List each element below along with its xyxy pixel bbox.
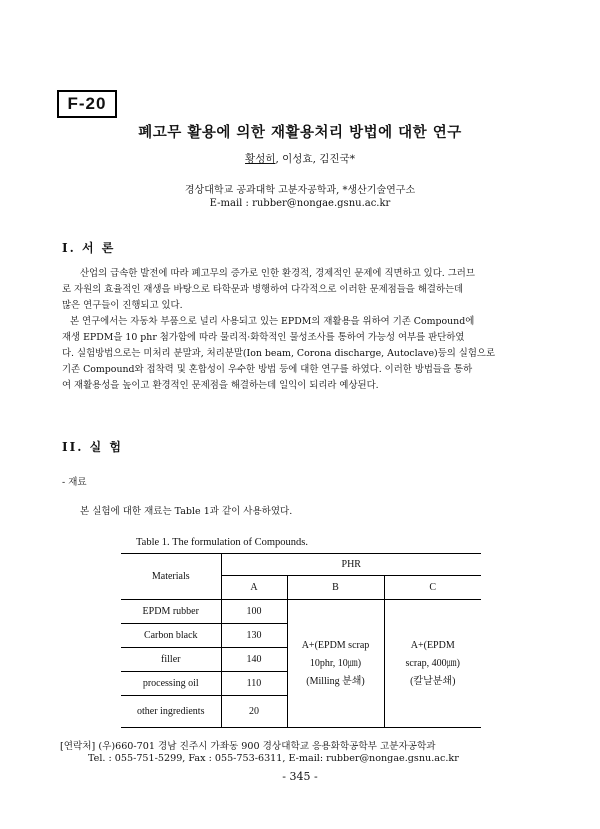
contact-phone-fax: Tel. : 055-751-5299, Fax : 055-753-6311, E-mail: rubber@nongae.gsnu.ac.kr: [88, 753, 459, 764]
section-heading-experiment: II. 실 험: [62, 440, 123, 454]
paper-title: 폐고무 활용에 의한 재활용처리 방법에 대한 연구: [138, 124, 462, 141]
cell-c-line: A+(EPDM: [410, 639, 455, 651]
contact-address: [연락처] (우)660-701 경남 진주시 가좌동 900 경상대학교 응용화학공학부 고분자공학과: [60, 741, 436, 752]
cell-material: other ingredients: [121, 696, 221, 728]
cell-a: 100: [221, 600, 287, 624]
cell-material: EPDM rubber: [121, 600, 221, 624]
cell-b-line: (Milling 분쇄): [306, 675, 365, 687]
cell-b-merged: [287, 600, 384, 728]
cell-c-merged: [384, 600, 481, 728]
text-line: 재생 EPDM을 10 phr 첨가함에 따라 물리적·화학적인 물성조사를 통하여 가능성 여부를 판단하였: [62, 332, 465, 343]
cell-material: filler: [121, 648, 221, 672]
table-caption: Table 1. The formulation of Compounds.: [136, 537, 309, 548]
affiliation: 경상대학교 공과대학 고분자공학과, *생산기술연구소: [184, 185, 416, 196]
header-materials: Materials: [121, 554, 221, 600]
co-authors: , 이성효, 김진국*: [275, 153, 355, 165]
subsection-materials: - 재료: [62, 477, 87, 488]
cell-c-line: (칼날분쇄): [410, 675, 456, 687]
cell-a: 110: [221, 672, 287, 696]
text-line: 많은 연구들이 진행되고 있다.: [62, 300, 183, 311]
table-row: [121, 600, 481, 624]
text-line: 본 연구에서는 자동차 부품으로 널리 사용되고 있는 EPDM의 재활용을 위하여 기존 Compound에: [70, 316, 475, 327]
paper-id-label: F-20: [57, 90, 117, 118]
cell-a: 140: [221, 648, 287, 672]
formulation-table: [121, 553, 481, 728]
cell-material: processing oil: [121, 672, 221, 696]
cell-b-line: 10phr, 10㎛): [309, 657, 362, 669]
cell-c-line: scrap, 400㎛): [405, 657, 460, 669]
text-line: 여 재활용성을 높이고 환경적인 문제점을 해결하는데 일익이 되리라 예상된다.: [62, 380, 379, 391]
header-phr: PHR: [221, 554, 481, 576]
cell-b-line: A+(EPDM scrap: [301, 639, 370, 651]
author-list: [0, 151, 600, 166]
section-heading-introduction: I. 서 론: [62, 241, 116, 255]
header-col-b: B: [287, 576, 384, 600]
text-line: 기존 Compound와 접착력 및 혼합성이 우수한 방법 등에 대한 연구를 하였다. 이러한 방법들을 통하: [62, 364, 473, 375]
text-line: 로 자원의 효율적인 재생을 바탕으로 타학문과 병행하여 다각적으로 이러한 문제점들을 해결하는데: [62, 284, 464, 295]
contact-email: E-mail : rubber@nongae.gsnu.ac.kr: [209, 198, 391, 209]
text-line: 산업의 급속한 발전에 따라 폐고무의 증가로 인한 환경적, 경제적인 문제에 직면하고 있다. 그러므: [80, 268, 475, 279]
cell-a: 20: [221, 696, 287, 728]
text-line: 다. 실험방법으로는 미처리 분말과, 처리분말(Ion beam, Corona discharge, Autoclave)등의 실험으로: [62, 348, 496, 359]
table-intro-text: 본 실험에 대한 재료는 Table 1과 같이 사용하였다.: [80, 506, 293, 517]
header-col-c: C: [384, 576, 481, 600]
cell-material: Carbon black: [121, 624, 221, 648]
introduction-body: [62, 266, 542, 394]
header-col-a: A: [221, 576, 287, 600]
cell-a: 130: [221, 624, 287, 648]
page-number: - 345 -: [282, 770, 318, 783]
presenting-author: 황성히: [245, 153, 276, 165]
